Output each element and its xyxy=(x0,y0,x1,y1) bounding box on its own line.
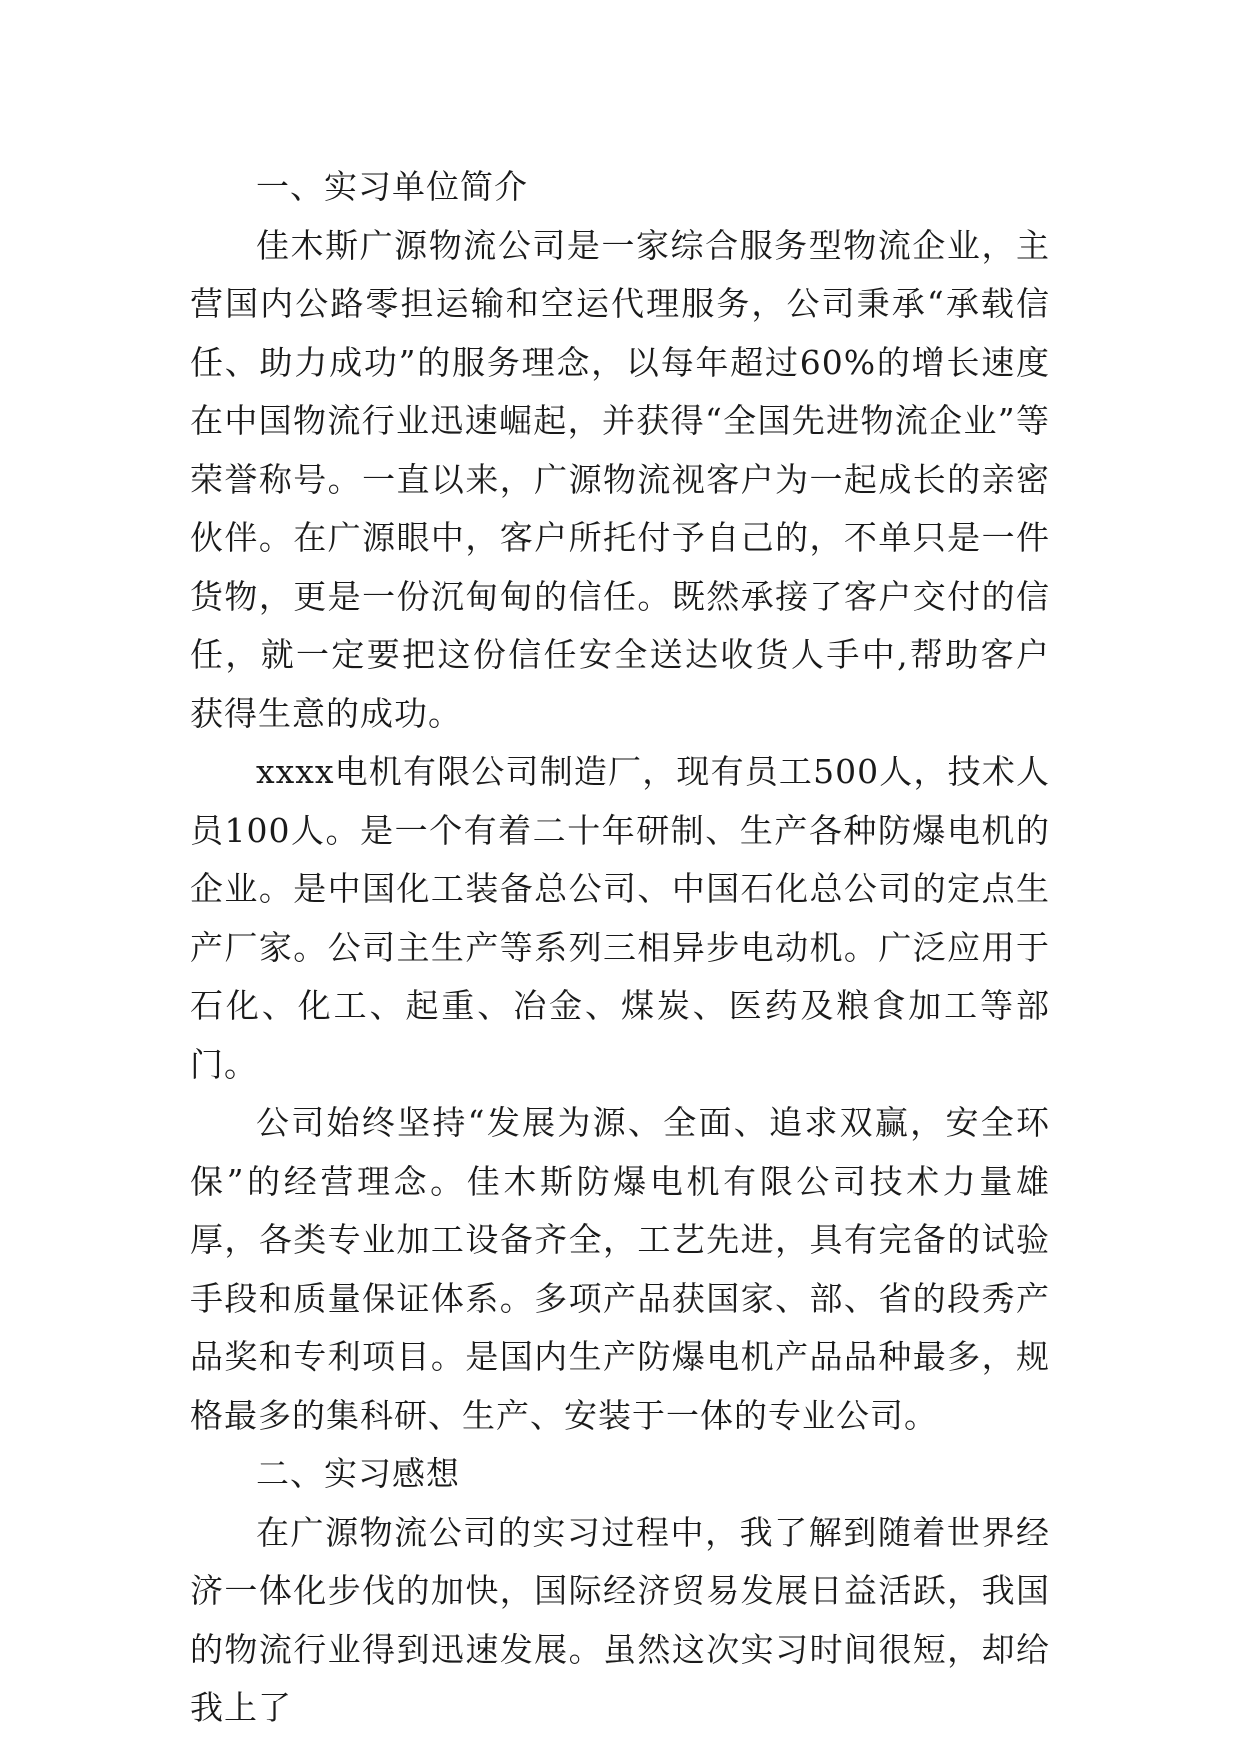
section-heading-internship-thoughts: 二、实习感想 xyxy=(256,1454,460,1493)
paragraph-motor-company: xxxx电机有限公司制造厂，现有员工500人，技术人员100人。是一个有着二十年研制、生产各种防爆电机的企业。是中国化工装备总公司、中国石化总公司的定点生产厂家。公司主生产等系列三相异步电动机。广泛应用于石化、化工、起重、冶金、煤炭、医药及粮食加工等部门。 xyxy=(190,752,1050,1084)
paragraph-internship-experience: 在广源物流公司的实习过程中，我了解到随着世界经济一体化步伐的加快，国际经济贸易发展日益活跃，我国的物流行业得到迅速发展。虽然这次实习时间很短，却给我上了 xyxy=(190,1512,1050,1727)
paragraph-business-philosophy: 公司始终坚持“发展为源、全面、追求双赢，安全环保”的经营理念。佳木斯防爆电机有限公司技术力量雄厚，各类专业加工设备齐全，工艺先进，具有完备的试验手段和质量保证体系。多项产品获国家、部、省的段秀产品奖和专利项目。是国内生产防爆电机产品品种最多，规格最多的集科研、生产、安装于一体的专业公司。 xyxy=(190,1103,1050,1435)
paragraph-guangyuan-logistics: 佳木斯广源物流公司是一家综合服务型物流企业，主营国内公路零担运输和空运代理服务，公司秉承“承载信任、助力成功”的服务理念，以每年超过60%的增长速度在中国物流行业迅速崛起，并获得“全国先进物流企业”等荣誉称号。一直以来，广源物流视客户为一起成长的亲密伙伴。在广源眼中，客户所托付予自己的，不单只是一件货物，更是一份沉甸甸的信任。既然承接了客户交付的信任，就一定要把这份信任安全送达收货人手中,帮助客户获得生意的成功。 xyxy=(190,225,1050,733)
section-heading-internship-unit: 一、实习单位简介 xyxy=(256,167,528,206)
document-body xyxy=(190,158,1050,1738)
